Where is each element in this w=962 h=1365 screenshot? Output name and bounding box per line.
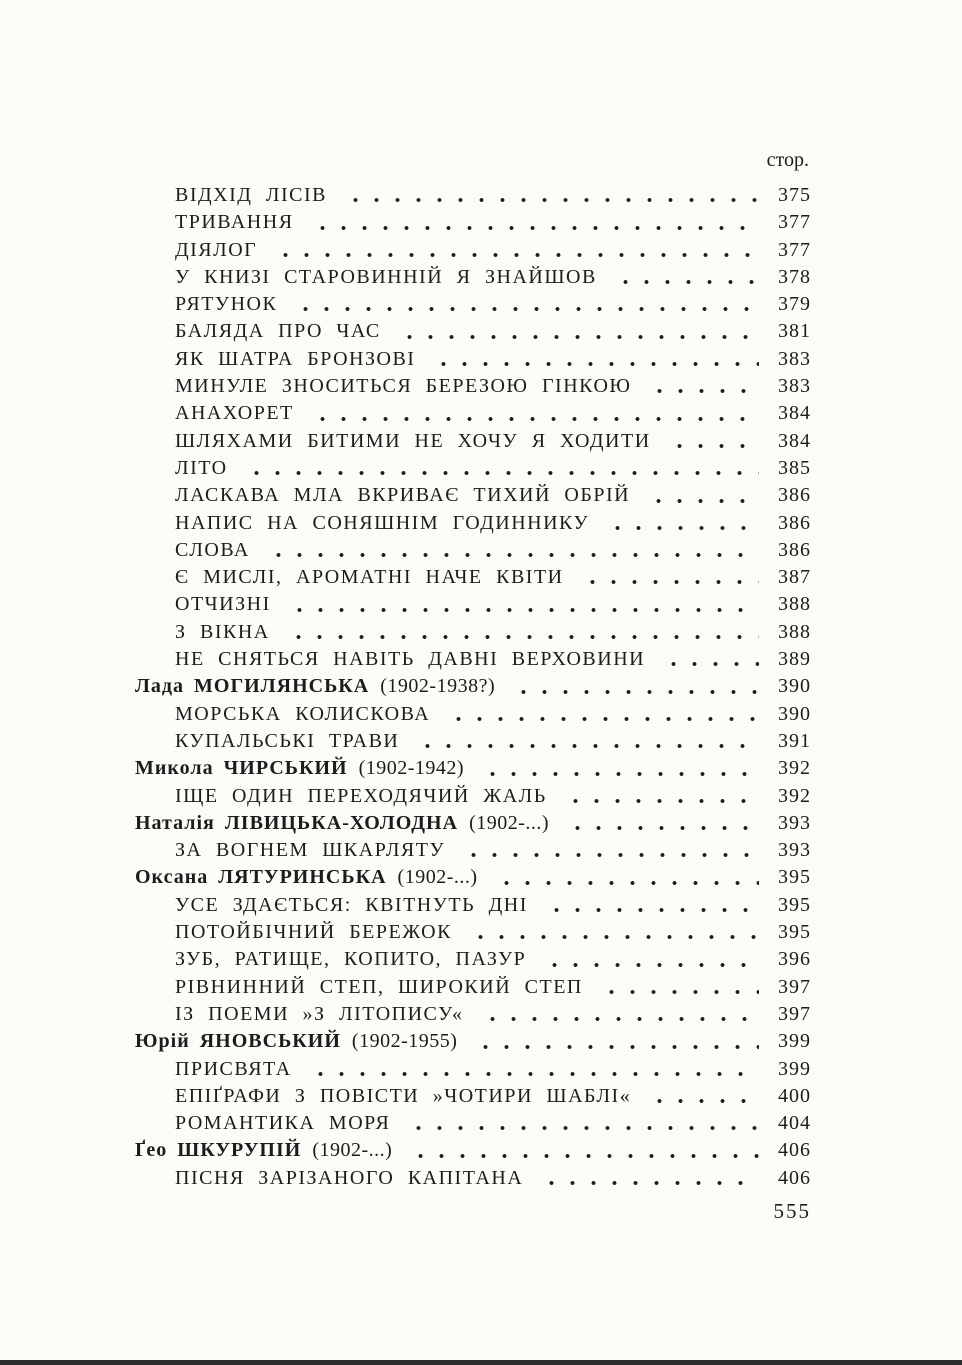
toc-entry-row [135, 1001, 811, 1028]
entry-page-number: 390 [778, 702, 811, 725]
author-name: Оксана ЛЯТУРИНСЬКА [135, 866, 387, 889]
entry-title: ПОТОЙБІЧНИЙ БЕРЕЖОК [175, 921, 452, 944]
toc-entry-row [135, 1083, 811, 1110]
dot-leader [540, 946, 759, 973]
toc-entries [135, 182, 811, 1192]
author-name: Ґео ШКУРУПІЙ [135, 1139, 302, 1162]
author-years: (1902-...) [469, 811, 550, 834]
author-years: (1902-1955) [351, 1030, 458, 1053]
table-of-contents [135, 147, 811, 1192]
toc-entry-row [135, 209, 811, 236]
toc-entry-row [135, 919, 811, 946]
dot-leader [308, 209, 759, 236]
entry-title: ЛІТО [175, 456, 228, 479]
entry-page-number: 383 [778, 375, 811, 398]
entry-title: ПІСНЯ ЗАРІЗАНОГО КАПІТАНА [175, 1166, 524, 1189]
toc-entry-row [135, 291, 811, 318]
entry-page-number: 397 [778, 975, 811, 998]
entry-page-number: 395 [778, 921, 811, 944]
dot-leader [429, 346, 759, 373]
entry-page-number: 392 [778, 757, 811, 780]
entry-page-number: 395 [778, 893, 811, 916]
entry-page-number: 399 [778, 1030, 811, 1053]
dot-leader [395, 318, 759, 345]
toc-entry-row [135, 510, 811, 537]
toc-author-row [135, 673, 811, 700]
entry-title: ЗА ВОГНЕМ ШКАРЛЯТУ [175, 839, 446, 862]
toc-author-row [135, 1028, 811, 1055]
dot-leader [537, 1165, 759, 1192]
author-label [135, 1137, 392, 1164]
toc-entry-row [135, 1110, 811, 1137]
entry-page-number: 388 [778, 620, 811, 643]
dot-leader [264, 537, 759, 564]
entry-title: НАПИС НА СОНЯШНІМ ГОДИННИКУ [175, 511, 590, 534]
toc-entry-row [135, 1165, 811, 1192]
toc-entry-row [135, 728, 811, 755]
dot-leader [563, 810, 759, 837]
entry-page-number: 391 [778, 729, 811, 752]
dot-leader [306, 1056, 759, 1083]
entry-page-number: 381 [778, 320, 811, 343]
entry-title: ЗУБ, РАТИЩЕ, КОПИТО, ПАЗУР [175, 948, 527, 971]
author-label [135, 1028, 457, 1055]
author-name: Наталія ЛІВИЦЬКА-ХОЛОДНА [135, 811, 459, 834]
entry-page-number: 378 [778, 265, 811, 288]
entry-page-number: 395 [778, 866, 811, 889]
entry-page-number: 389 [778, 648, 811, 671]
entry-page-number: 397 [778, 1002, 811, 1025]
entry-page-number: 386 [778, 511, 811, 534]
dot-leader [471, 1028, 759, 1055]
dot-leader [271, 237, 759, 264]
entry-page-number: 379 [778, 293, 811, 316]
toc-author-row [135, 810, 811, 837]
entry-title: ЕПІҐРАФИ З ПОВІСТИ »ЧОТИРИ ШАБЛІ« [175, 1084, 632, 1107]
toc-entry-row [135, 591, 811, 618]
dot-leader [444, 701, 759, 728]
toc-author-row [135, 755, 811, 782]
dot-leader [459, 837, 759, 864]
entry-title: РЯТУНОК [175, 293, 278, 316]
entry-page-number: 404 [778, 1112, 811, 1135]
dot-leader [644, 482, 759, 509]
entry-page-number: 400 [778, 1084, 811, 1107]
entry-title: УСЕ ЗДАЄТЬСЯ: КВІТНУТЬ ДНІ [175, 893, 528, 916]
toc-entry-row [135, 537, 811, 564]
toc-entry-row [135, 974, 811, 1001]
toc-entry-row [135, 400, 811, 427]
entry-title: ЯК ШАТРА БРОНЗОВІ [175, 347, 416, 370]
scan-bottom-edge [0, 1360, 962, 1365]
toc-entry-row [135, 619, 811, 646]
entry-page-number: 384 [778, 402, 811, 425]
dot-leader [561, 783, 759, 810]
entry-title: ВІДХІД ЛІСІВ [175, 184, 327, 206]
entry-page-number: 393 [778, 811, 811, 834]
page-column-header: стор. [766, 149, 809, 171]
entry-title: МОРСЬКА КОЛИСКОВА [175, 702, 431, 725]
dot-leader [404, 1110, 759, 1137]
entry-page-number: 386 [778, 538, 811, 561]
toc-entry-row [135, 318, 811, 345]
entry-title: ТРИВАННЯ [175, 211, 294, 234]
author-label [135, 673, 495, 700]
toc-entry-row [135, 564, 811, 591]
dot-leader [466, 919, 759, 946]
author-name: Микола ЧИРСЬКИЙ [135, 757, 348, 780]
dot-leader [284, 619, 759, 646]
entry-title: ІЩЕ ОДИН ПЕРЕХОДЯЧИЙ ЖАЛЬ [175, 784, 547, 807]
entry-title: ОТЧИЗНІ [175, 593, 271, 616]
toc-author-row [135, 1137, 811, 1164]
entry-title: РОМАНТИКА МОРЯ [175, 1112, 391, 1135]
entry-page-number: 375 [778, 184, 811, 206]
entry-page-number: 383 [778, 347, 811, 370]
entry-page-number: 384 [778, 429, 811, 452]
dot-leader [291, 291, 759, 318]
toc-author-row [135, 864, 811, 891]
entry-page-number: 392 [778, 784, 811, 807]
book-page-number: 555 [773, 1199, 811, 1223]
dot-leader [659, 646, 759, 673]
dot-leader [341, 182, 759, 209]
entry-title: РІВНИННИЙ СТЕП, ШИРОКИЙ СТЕП [175, 975, 583, 998]
toc-entry-row [135, 182, 811, 209]
toc-entry-row [135, 428, 811, 455]
toc-entry-row [135, 264, 811, 291]
toc-entry-row [135, 346, 811, 373]
dot-leader [645, 1083, 759, 1110]
dot-leader [542, 892, 759, 919]
entry-title: АНАХОРЕТ [175, 402, 294, 425]
toc-entry-row [135, 1056, 811, 1083]
author-years: (1902-1942) [358, 757, 465, 780]
entry-title: БАЛЯДА ПРО ЧАС [175, 320, 381, 343]
author-label [135, 864, 478, 891]
toc-entry-row [135, 701, 811, 728]
author-label [135, 810, 549, 837]
entry-page-number: 377 [778, 211, 811, 234]
entry-title: У КНИЗІ СТАРОВИННІЙ Я ЗНАЙШОВ [175, 265, 597, 288]
author-years: (1902-1938?) [380, 675, 496, 698]
dot-leader [478, 1001, 759, 1028]
dot-leader [645, 373, 759, 400]
entry-page-number: 393 [778, 839, 811, 862]
toc-entry-row [135, 237, 811, 264]
dot-leader [285, 591, 759, 618]
entry-title: ШЛЯХАМИ БИТИМИ НЕ ХОЧУ Я ХОДИТИ [175, 429, 651, 452]
entry-title: ЛАСКАВА МЛА ВКРИВАЄ ТИХИЙ ОБРІЙ [175, 484, 631, 507]
dot-leader [492, 864, 759, 891]
dot-leader [578, 564, 759, 591]
entry-title: ІЗ ПОЕМИ »З ЛІТОПИСУ« [175, 1002, 464, 1025]
entry-page-number: 377 [778, 238, 811, 261]
entry-page-number: 399 [778, 1057, 811, 1080]
dot-leader [509, 673, 759, 700]
toc-entry-row [135, 892, 811, 919]
entry-title: Є МИСЛІ, АРОМАТНІ НАЧЕ КВІТИ [175, 566, 564, 589]
dot-leader [611, 264, 759, 291]
entry-title: ПРИСВЯТА [175, 1057, 292, 1080]
dot-leader [665, 428, 759, 455]
dot-leader [406, 1137, 759, 1164]
entry-page-number: 406 [778, 1139, 811, 1162]
toc-entry-row [135, 946, 811, 973]
dot-leader [413, 728, 759, 755]
toc-entry-row [135, 646, 811, 673]
author-name: Лада МОГИЛЯНСЬКА [135, 675, 370, 698]
entry-title: МИНУЛЕ ЗНОСИТЬСЯ БЕРЕЗОЮ ГІНКОЮ [175, 375, 632, 398]
toc-entry-row [135, 373, 811, 400]
dot-leader [308, 400, 759, 427]
entry-page-number: 386 [778, 484, 811, 507]
author-name: Юрій ЯНОВСЬКИЙ [135, 1030, 341, 1053]
author-years: (1902-...) [397, 866, 478, 889]
dot-leader [597, 974, 759, 1001]
toc-entry-row [135, 482, 811, 509]
author-years: (1902-...) [312, 1139, 393, 1162]
entry-page-number: 387 [778, 566, 811, 589]
entry-page-number: 396 [778, 948, 811, 971]
entry-title: З ВІКНА [175, 620, 270, 643]
entry-page-number: 390 [778, 675, 811, 698]
toc-entry-row [135, 837, 811, 864]
author-label [135, 755, 464, 782]
dot-leader [603, 510, 759, 537]
entry-page-number: 385 [778, 456, 811, 479]
entry-page-number: 388 [778, 593, 811, 616]
toc-entry-row [135, 455, 811, 482]
toc-entry-row [135, 783, 811, 810]
dot-leader [478, 755, 759, 782]
entry-title: ДІЯЛОГ [175, 238, 258, 261]
entry-title: КУПАЛЬСЬКІ ТРАВИ [175, 729, 400, 752]
dot-leader [242, 455, 759, 482]
entry-title: СЛОВА [175, 538, 250, 561]
entry-title: НЕ СНЯТЬСЯ НАВІТЬ ДАВНІ ВЕРХОВИНИ [175, 648, 646, 671]
entry-page-number: 406 [778, 1166, 811, 1189]
